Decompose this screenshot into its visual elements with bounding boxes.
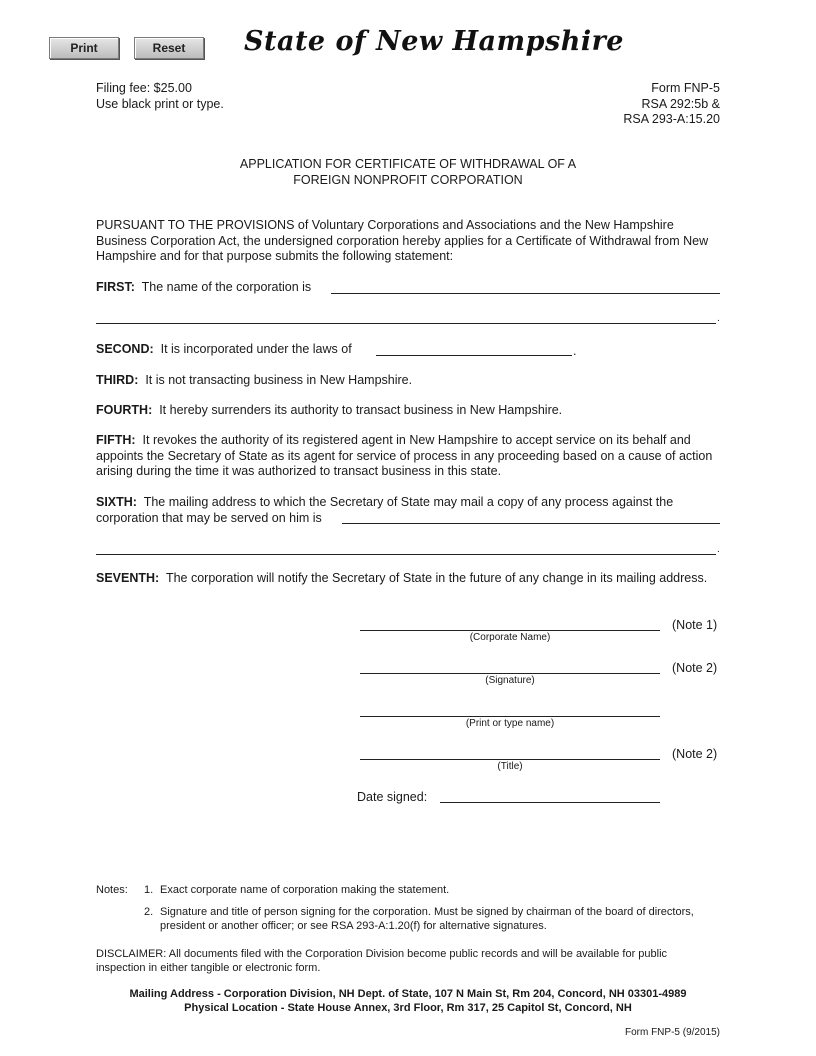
note-1-text: Exact corporate name of corporation making the statement. bbox=[160, 884, 450, 896]
physical-location: Physical Location - State House Annex, 3rd Floor, Rm 317, 25 Capitol St, Concord, NH bbox=[184, 1002, 632, 1014]
page-title: State of New Hampshire bbox=[244, 26, 624, 57]
article-seventh bbox=[96, 571, 720, 587]
note-2-number: 2. bbox=[144, 906, 154, 918]
disclaimer: DISCLAIMER: All documents filed with the Corporation Division become public records and will be available for public inspection in either tangible or electronic form. bbox=[96, 948, 668, 974]
mailing-address-field-line-2[interactable] bbox=[96, 554, 716, 555]
note-2-text: Signature and title of person signing for the corporation. Must be signed by chairman of the board of directors, president or another officer; or see RSA 293-A:1.20(f) for alternative signatures. bbox=[160, 906, 694, 932]
period: . bbox=[717, 313, 720, 324]
print-button[interactable]: Print bbox=[49, 37, 119, 59]
article-first-text: The name of the corporation is bbox=[141, 280, 312, 294]
article-third bbox=[96, 373, 412, 387]
reset-button[interactable]: Reset bbox=[134, 37, 204, 59]
note-2-reference: (Note 2) bbox=[672, 661, 718, 675]
corporation-name-field[interactable] bbox=[331, 293, 720, 294]
period: . bbox=[717, 544, 720, 555]
mailing-address: Mailing Address - Corporation Division, NH Dept. of State, 107 N Main St, Rm 204, Concord, NH 03301-4989 bbox=[129, 988, 687, 1000]
article-fifth bbox=[96, 433, 726, 480]
note-1-reference: (Note 1) bbox=[672, 618, 718, 632]
header-left bbox=[96, 81, 224, 112]
article-sixth bbox=[96, 495, 720, 526]
footer-address bbox=[60, 987, 756, 1015]
incorporation-jurisdiction-field[interactable] bbox=[376, 355, 572, 356]
rsa-line-1: RSA 292:5b & bbox=[641, 96, 720, 111]
form-heading-line-2: FOREIGN NONPROFIT CORPORATION bbox=[293, 172, 523, 187]
form-heading bbox=[96, 157, 720, 188]
article-fifth-text: It revokes the authority of its registered agent in New Hampshire to accept service on its behalf and appoints the Secretary of State as its agent for service of process in any proceeding based on a cause of action arising during the time it was authorized to transact business in this state. bbox=[96, 433, 713, 478]
mailing-address-field[interactable] bbox=[342, 523, 720, 524]
date-signed-field[interactable] bbox=[440, 802, 660, 803]
article-fourth bbox=[96, 403, 562, 417]
date-signed-label: Date signed: bbox=[357, 790, 428, 804]
notes-label: Notes: bbox=[96, 884, 128, 896]
print-name-line[interactable] bbox=[360, 716, 660, 717]
article-fourth-text: It hereby surrenders its authority to transact business in New Hampshire. bbox=[159, 403, 563, 417]
article-third-label: THIRD: bbox=[96, 373, 139, 387]
corporate-name-caption: (Corporate Name) bbox=[469, 632, 551, 643]
form-version: Form FNP-5 (9/2015) bbox=[624, 1027, 720, 1038]
print-name-caption: (Print or type name) bbox=[465, 718, 555, 729]
article-first bbox=[96, 280, 311, 294]
header-right bbox=[623, 81, 720, 128]
title-line[interactable] bbox=[360, 759, 660, 760]
period: . bbox=[573, 344, 577, 358]
filing-fee: Filing fee: $25.00 bbox=[96, 81, 192, 95]
corporate-name-line[interactable] bbox=[360, 630, 660, 631]
rsa-line-2: RSA 293-A:15.20 bbox=[623, 112, 720, 126]
note-2-reference: (Note 2) bbox=[672, 747, 718, 761]
article-third-text: It is not transacting business in New Hampshire. bbox=[145, 373, 413, 387]
form-heading-line-1: APPLICATION FOR CERTIFICATE OF WITHDRAWAL OF A bbox=[239, 157, 577, 171]
article-seventh-text: The corporation will notify the Secretary of State in the future of any change in its mailing address. bbox=[165, 571, 708, 585]
article-sixth-text: The mailing address to which the Secretary of State may mail a copy of any process against the corporation that may be served on him is bbox=[96, 495, 674, 525]
article-second-text: It is incorporated under the laws of bbox=[160, 342, 352, 356]
article-sixth-label: SIXTH: bbox=[96, 495, 137, 509]
print-instruction: Use black print or type. bbox=[96, 96, 224, 111]
intro-paragraph: PURSUANT TO THE PROVISIONS of Voluntary Corporations and Associations and the New Hampshire Business Corporation Act, the undersigned corporation hereby applies for a Certificate of Withdrawal from New Hampshire and for that purpose submits the following statement: bbox=[96, 218, 709, 263]
form-id: Form FNP-5 bbox=[651, 81, 720, 95]
corporation-name-field-line-2[interactable] bbox=[96, 323, 716, 324]
article-seventh-label: SEVENTH: bbox=[96, 571, 160, 585]
note-1-number: 1. bbox=[144, 884, 154, 896]
title-caption: (Title) bbox=[497, 761, 523, 772]
article-fifth-label: FIFTH: bbox=[96, 433, 136, 447]
article-second bbox=[96, 342, 352, 356]
signature-caption: (Signature) bbox=[485, 675, 535, 686]
article-second-label: SECOND: bbox=[96, 342, 154, 356]
article-fourth-label: FOURTH: bbox=[96, 403, 153, 417]
article-first-label: FIRST: bbox=[96, 280, 135, 294]
signature-line[interactable] bbox=[360, 673, 660, 674]
